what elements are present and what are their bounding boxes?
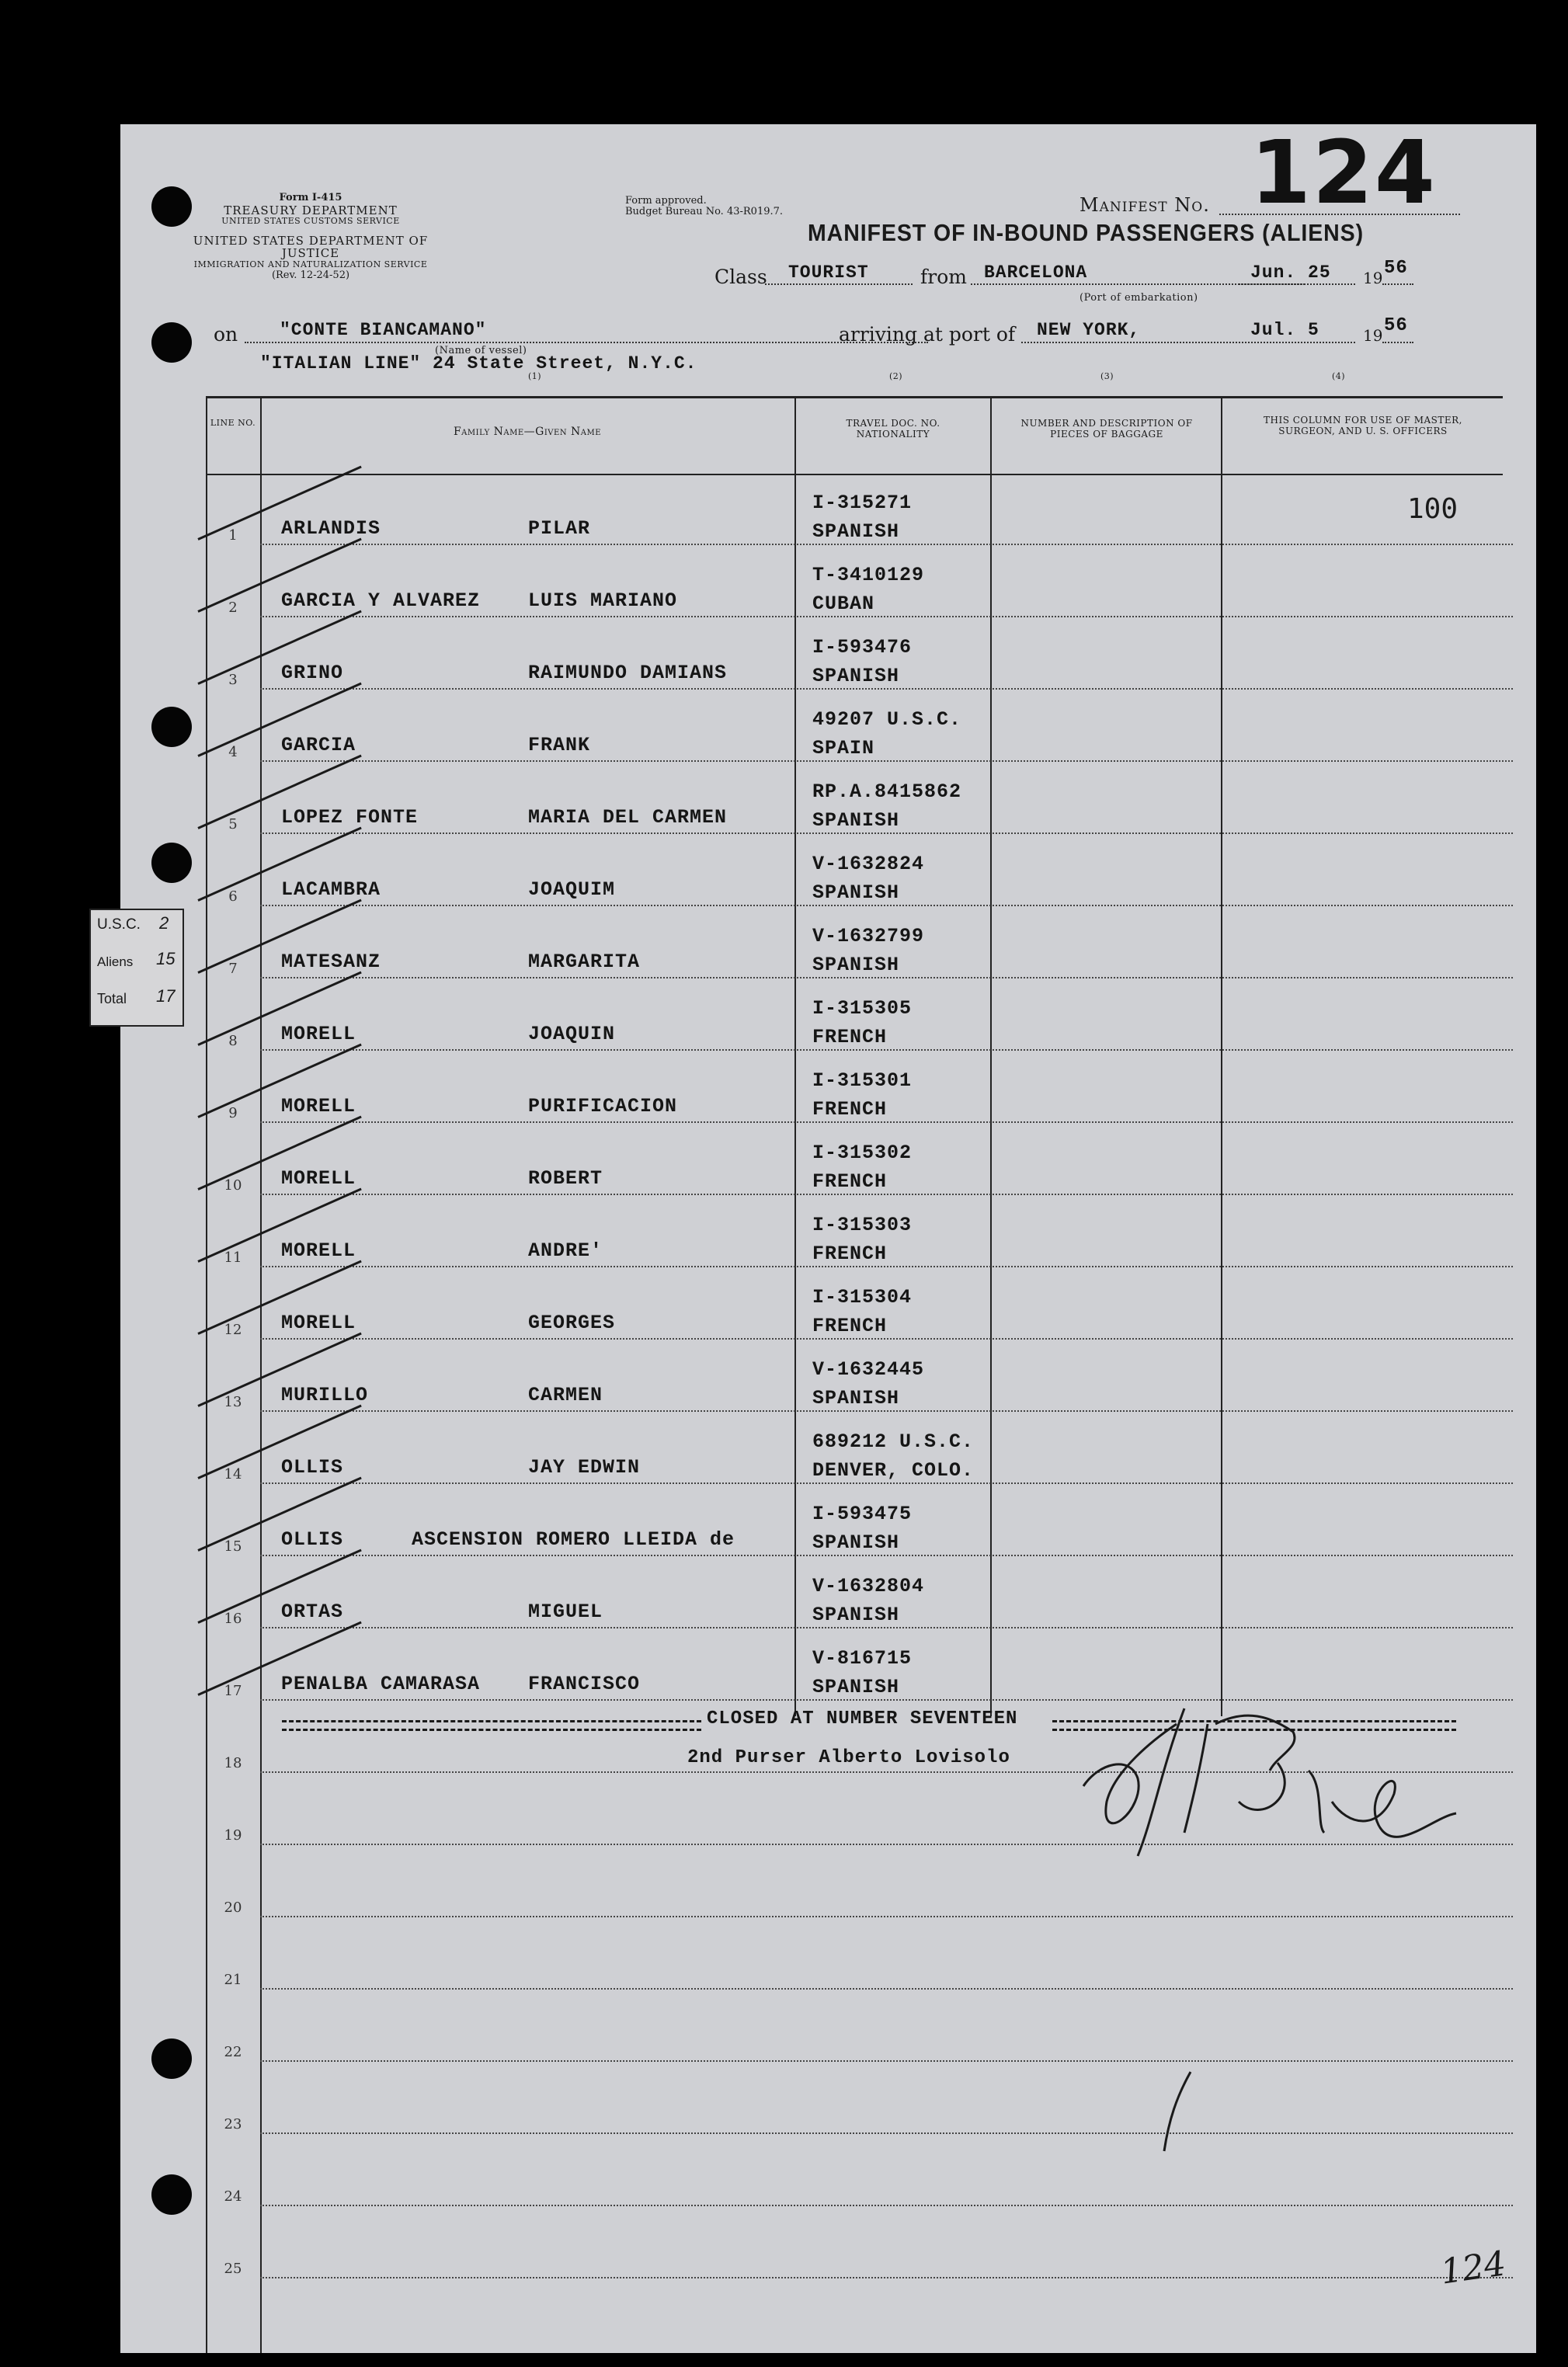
col-marker-1: (1) [528,371,542,381]
line-number: 21 [224,1972,242,1988]
line-number: 16 [224,1611,242,1627]
travel-doc-number: I-315301 [812,1069,913,1092]
family-name: LOPEZ FONTE [281,806,419,829]
travel-doc-block [812,1644,912,1701]
vessel-caption: (Name of vessel) [435,345,527,356]
given-name: JOAQUIN [528,1023,616,1045]
family-name: OLLIS [281,1528,344,1551]
manifest-page [97,123,1536,2353]
punch-hole [151,707,192,747]
punch-hole [151,322,192,363]
line-number: 2 [228,600,238,616]
from-label: from [920,266,967,288]
line-agent: "ITALIAN LINE" 24 State Street, N.Y.C. [260,353,697,374]
family-name: ARLANDIS [281,517,381,540]
row-rule [260,2060,1513,2062]
row-rule [260,2132,1513,2134]
family-name: GARCIA Y ALVAREZ [281,589,481,612]
travel-doc-block [812,1355,924,1413]
family-name: LACAMBRA [281,878,381,901]
given-name: ROBERT [528,1167,603,1190]
given-name: MARIA DEL CARMEN [528,806,728,829]
travel-doc-number: V-1632824 [812,853,925,875]
line-number: 10 [224,1177,242,1194]
travel-doc-block [812,1500,912,1557]
arrival-year-suffix: 56 [1384,315,1408,336]
header-travel-doc: TRAVEL DOC. NO. NATIONALITY [846,418,940,440]
col-divider-line [206,396,207,2353]
class-line [765,283,913,285]
class-label: Class [714,266,767,288]
ins-service: IMMIGRATION AND NATURALIZATION SERVICE [193,259,428,270]
row-rule [260,1916,1513,1917]
family-name: MURILLO [281,1384,369,1406]
vessel-line [245,342,928,343]
travel-doc-block [812,1572,924,1629]
tally-usc [97,916,141,933]
arrival-year-prefix: 19 [1363,326,1383,345]
given-name: MIGUEL [528,1601,603,1623]
depart-date-line [1239,283,1355,285]
family-name: GARCIA [281,734,356,756]
revision: (Rev. 12-24-52) [271,269,350,281]
given-name: FRANCISCO [528,1673,641,1695]
travel-doc-block [812,994,912,1051]
nationality: SPANISH [812,1604,900,1626]
page-title: MANIFEST OF IN-BOUND PASSENGERS (ALIENS) [808,219,1365,246]
nationality: SPANISH [812,1387,900,1409]
travel-doc-number: V-816715 [812,1647,913,1670]
given-name: PURIFICACION [528,1095,678,1117]
nationality: SPANISH [812,954,900,976]
travel-doc-number: V-1632445 [812,1358,925,1381]
tally-total-value: 17 [156,986,176,1006]
line-number: 18 [224,1755,242,1771]
justice-dept: UNITED STATES DEPARTMENT OF JUSTICE [193,233,429,261]
given-name: JOAQUIM [528,878,616,901]
family-name: MORELL [281,1312,356,1334]
line-number: 24 [224,2188,242,2205]
year-suffix: 56 [1384,258,1408,279]
nationality: DENVER, COLO. [812,1459,975,1482]
line-number: 6 [228,888,238,905]
travel-doc-number: I-593475 [812,1503,913,1525]
line-number: 23 [224,2116,242,2132]
col-marker-3: (3) [1100,371,1114,381]
travel-doc-block [812,922,924,979]
pen-mark [1153,2066,1200,2159]
tally-total-label: Total [97,991,127,1006]
family-name: MORELL [281,1239,356,1262]
nationality: FRENCH [812,1026,888,1048]
tally-aliens-value: 15 [156,949,176,968]
treasury-dept: TREASURY DEPARTMENT [224,203,398,217]
closed-rule-left [282,1720,701,1731]
line-number: 4 [228,744,238,760]
row-rule [260,2277,1513,2278]
arriving-label: arriving at port of [839,323,1016,346]
given-name: FRANK [528,734,591,756]
given-name: RAIMUNDO DAMIANS [528,662,728,684]
from-value: BARCELONA [984,262,1088,283]
line-number: 1 [228,527,238,544]
nationality: SPANISH [812,809,900,832]
line-number: 11 [224,1250,242,1266]
line-number: 22 [224,2044,242,2060]
row-rule [260,1988,1513,1990]
travel-doc-number: V-1632804 [812,1575,925,1597]
form-agency-block [179,193,443,281]
travel-doc-block [812,1427,974,1485]
manifest-number: 124 [1250,123,1437,224]
form-approved: Form approved. [625,195,707,207]
class-value: TOURIST [788,262,869,283]
header-officers: THIS COLUMN FOR USE OF MASTER, SURGEON, AND U. S. OFFICERS [1264,415,1462,437]
given-name: PILAR [528,517,591,540]
family-name: MORELL [281,1023,356,1045]
line-number: 3 [228,672,238,688]
tally-usc-label: U.S.C. [97,916,141,933]
col-divider-doc [794,396,796,1716]
margin-tally-box [89,909,184,1027]
approval-block [625,196,783,218]
family-name: GRINO [281,662,344,684]
punch-hole [151,843,192,883]
line-number: 12 [224,1322,242,1338]
family-name: MATESANZ [281,951,381,973]
footer-number: 124 [1438,2244,1509,2292]
vessel-name: "CONTE BIANCAMANO" [280,320,487,340]
travel-doc-number: 49207 U.S.C. [812,708,962,731]
nationality: CUBAN [812,593,875,615]
nationality: FRENCH [812,1315,888,1337]
col-marker-2: (2) [889,371,903,381]
header-name: Family Name—Given Name [453,426,602,438]
line-number: 9 [228,1105,238,1121]
travel-doc-number: I-593476 [812,636,913,659]
family-name: MORELL [281,1095,356,1117]
travel-doc-block [812,850,924,907]
travel-doc-number: I-315302 [812,1142,913,1164]
given-name: GEORGES [528,1312,616,1334]
family-name: MORELL [281,1167,356,1190]
travel-doc-number: I-315303 [812,1214,913,1236]
nationality: SPANISH [812,1531,900,1554]
line-number: 17 [224,1683,242,1699]
line-number: 20 [224,1900,242,1916]
line-number: 7 [228,961,238,977]
family-name: ORTAS [281,1601,344,1623]
header-bottom-rule [206,474,1503,475]
port-embark-caption: (Port of embarkation) [1080,292,1198,304]
given-name: LUIS MARIANO [528,589,678,612]
arrival-port: NEW YORK, [1037,320,1141,340]
line-number: 15 [224,1538,242,1555]
punch-hole [151,2174,192,2215]
line-number: 14 [224,1466,242,1482]
col-divider-name [260,396,262,2353]
travel-doc-block [812,777,961,835]
nationality: FRENCH [812,1098,888,1121]
col-divider-officers [1221,396,1222,1716]
line-number: 13 [224,1394,242,1410]
travel-doc-block [812,1211,912,1268]
customs-service: UNITED STATES CUSTOMS SERVICE [221,216,400,227]
given-name: ASCENSION ROMERO LLEIDA de [412,1528,735,1551]
travel-doc-block [812,1138,912,1196]
closed-text: CLOSED AT NUMBER SEVENTEEN [707,1708,1018,1729]
table-top-rule [206,396,1503,398]
travel-doc-number: T-3410129 [812,564,925,586]
header-line-no: LINE NO. [210,418,256,428]
travel-doc-number: I-315304 [812,1286,913,1309]
form-number: Form I-415 [279,192,342,203]
line-number: 25 [224,2261,242,2277]
travel-doc-block [812,1283,912,1340]
line-number: 19 [224,1827,242,1844]
nationality: SPANISH [812,1676,900,1698]
year-line [1382,283,1413,285]
officer-signature [1068,1677,1472,1872]
arrival-date: Jul. 5 [1250,320,1319,340]
travel-doc-block [812,633,912,690]
officer-note: 100 [1407,493,1458,525]
given-name: JAY EDWIN [528,1456,641,1479]
tally-aliens-label: Aliens [97,954,134,969]
travel-doc-block [812,1066,912,1124]
nationality: FRENCH [812,1170,888,1193]
given-name: CARMEN [528,1384,603,1406]
given-name: MARGARITA [528,951,641,973]
family-name: OLLIS [281,1456,344,1479]
travel-doc-number: I-315271 [812,492,913,514]
travel-doc-number: V-1632799 [812,925,925,947]
arrival-port-line [1021,342,1355,343]
col-divider-baggage [990,396,992,1716]
line-number: 8 [228,1033,238,1049]
travel-doc-block [812,561,924,618]
col-marker-4: (4) [1332,371,1346,381]
travel-doc-number: RP.A.8415862 [812,780,962,803]
travel-doc-number: 689212 U.S.C. [812,1430,975,1453]
depart-date: Jun. 25 [1250,262,1331,283]
purser-name: 2nd Purser Alberto Lovisolo [687,1747,1010,1768]
on-label: on [214,323,238,346]
nationality: SPAIN [812,737,875,759]
travel-doc-block [812,488,912,546]
arrival-year-line [1382,342,1413,343]
punch-hole [151,2039,192,2079]
line-number: 5 [228,816,238,832]
header-baggage: NUMBER AND DESCRIPTION OF PIECES OF BAGGAGE [1020,418,1193,440]
nationality: FRENCH [812,1243,888,1265]
manifest-label: Manifest No. [1080,194,1210,216]
given-name: ANDRE' [528,1239,603,1262]
nationality: SPANISH [812,520,900,543]
family-name: PENALBA CAMARASA [281,1673,481,1695]
row-rule [260,2205,1513,2206]
travel-doc-number: I-315305 [812,997,913,1020]
nationality: SPANISH [812,881,900,904]
year-prefix: 19 [1363,269,1383,287]
travel-doc-block [812,705,961,763]
tally-usc-value: 2 [159,913,169,933]
budget-bureau: Budget Bureau No. 43-R019.7. [625,206,784,218]
nationality: SPANISH [812,665,900,687]
